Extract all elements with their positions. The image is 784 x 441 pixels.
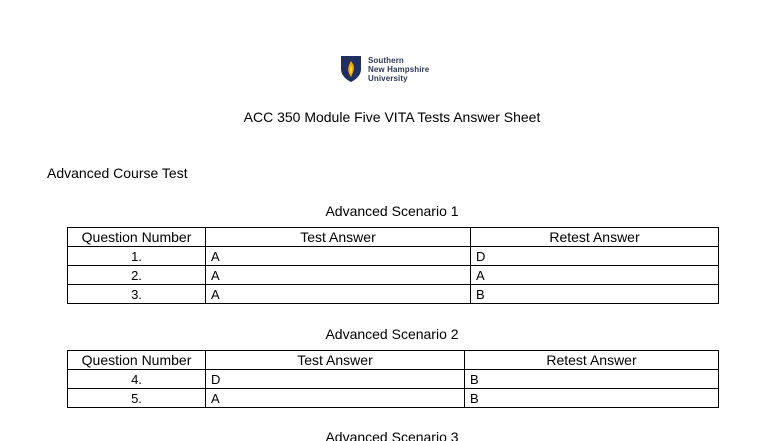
- scenario-2-table: [67, 350, 719, 408]
- scenario-1-table: [67, 227, 719, 304]
- test-answer-cell: A: [206, 247, 471, 266]
- table-row: [68, 389, 719, 408]
- shield-icon: [340, 55, 362, 83]
- table-row: [68, 247, 719, 266]
- test-answer-cell: A: [206, 285, 471, 304]
- scenario-2-title: Advanced Scenario 2: [325, 326, 459, 342]
- question-number-cell: 3.: [68, 285, 206, 304]
- header-test-answer: Test Answer: [206, 228, 471, 247]
- question-number-cell: 4.: [68, 370, 206, 389]
- header-test-answer: Test Answer: [206, 351, 465, 370]
- header-retest-answer: Retest Answer: [471, 228, 719, 247]
- table-row: [68, 285, 719, 304]
- header-question-number: Question Number: [68, 228, 206, 247]
- test-answer-cell: A: [206, 389, 465, 408]
- question-number-cell: 2.: [68, 266, 206, 285]
- test-answer-cell: A: [206, 266, 471, 285]
- table-row: [68, 370, 719, 389]
- logo-line-2: New Hampshire: [368, 65, 430, 74]
- header-question-number: Question Number: [68, 351, 206, 370]
- logo-line-3: University: [368, 74, 408, 83]
- question-number-cell: 1.: [68, 247, 206, 266]
- header-retest-answer: Retest Answer: [465, 351, 719, 370]
- logo-wordmark: [368, 56, 429, 83]
- test-answer-cell: D: [206, 370, 465, 389]
- retest-answer-cell: B: [465, 389, 719, 408]
- university-logo: [340, 55, 450, 87]
- scenario-3-title: Advanced Scenario 3: [325, 429, 459, 441]
- retest-answer-cell: A: [471, 266, 719, 285]
- retest-answer-cell: B: [465, 370, 719, 389]
- scenario-1-title: Advanced Scenario 1: [325, 203, 459, 219]
- section-heading: Advanced Course Test: [47, 165, 188, 181]
- question-number-cell: 5.: [68, 389, 206, 408]
- retest-answer-cell: D: [471, 247, 719, 266]
- logo-line-1: Southern: [368, 56, 404, 65]
- table-header-row: [68, 351, 719, 370]
- document-title: ACC 350 Module Five VITA Tests Answer Sheet: [243, 109, 541, 125]
- table-header-row: [68, 228, 719, 247]
- table-row: [68, 266, 719, 285]
- retest-answer-cell: B: [471, 285, 719, 304]
